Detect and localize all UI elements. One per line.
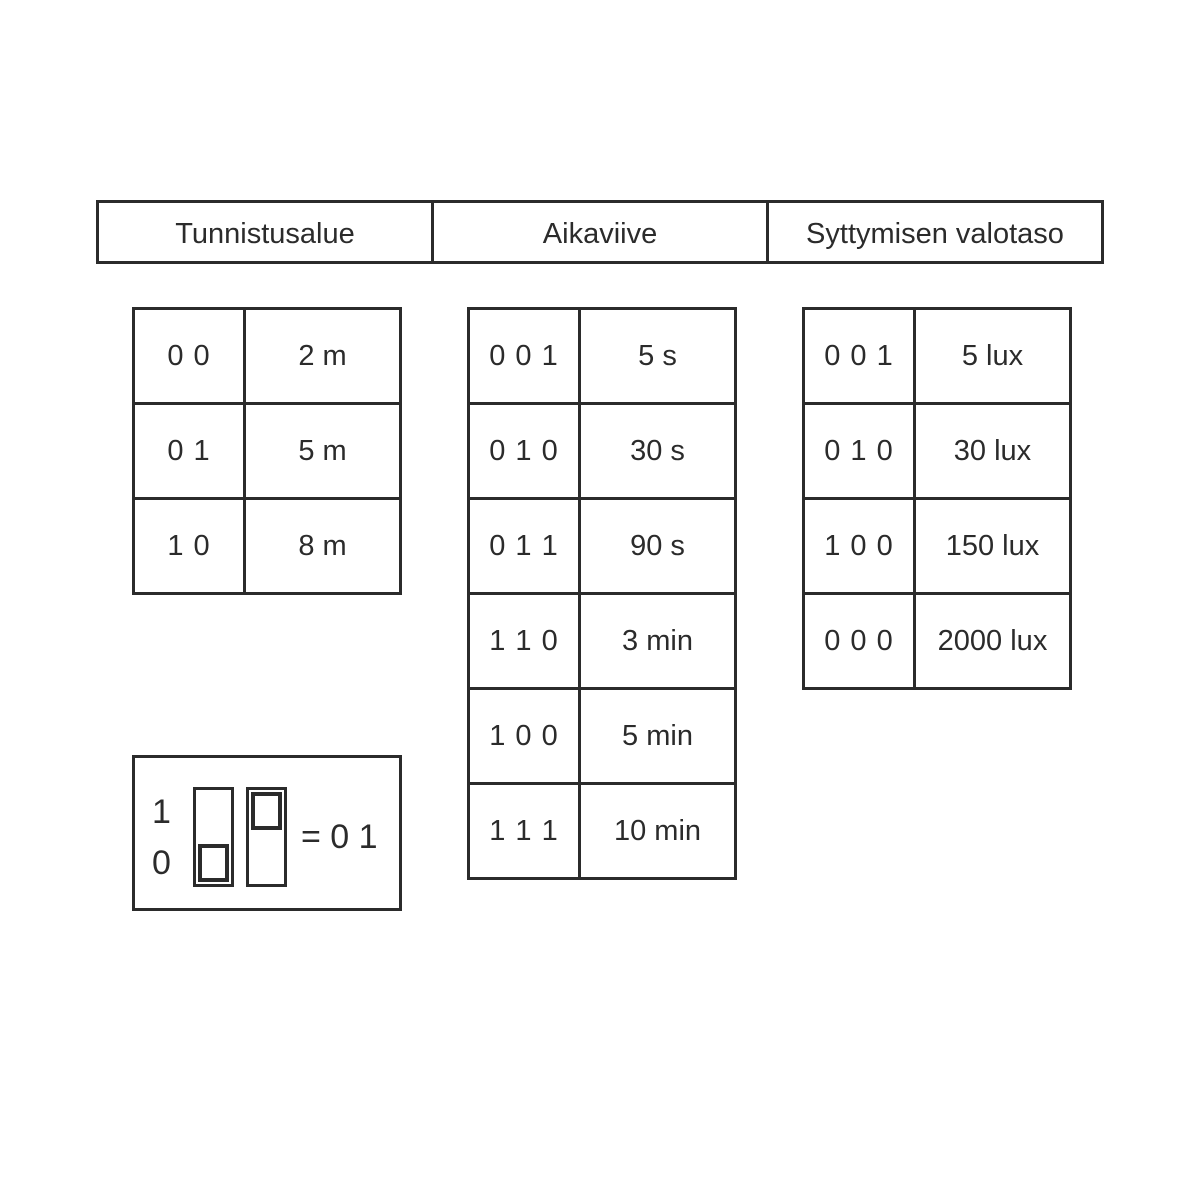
lux-code-cell: 1 0 0 — [804, 499, 915, 594]
delay-code-cell: 1 1 1 — [469, 784, 580, 879]
lux-code-cell: 0 0 1 — [804, 309, 915, 404]
delay-table — [467, 307, 737, 880]
table-row — [469, 499, 736, 594]
range-table — [132, 307, 402, 595]
header-lux-title: Syttymisen valotaso — [766, 203, 1101, 261]
delay-value-cell: 90 s — [580, 499, 736, 594]
legend-off-label: 0 — [152, 844, 171, 882]
table-row — [469, 689, 736, 784]
header-delay-title: Aikaviive — [431, 203, 766, 261]
delay-value-cell: 30 s — [580, 404, 736, 499]
dip-switch-knob-down — [198, 844, 229, 882]
lux-value-cell: 2000 lux — [915, 594, 1071, 689]
table-row — [469, 784, 736, 879]
header-bar — [96, 200, 1104, 264]
lux-value-cell: 150 lux — [915, 499, 1071, 594]
dip-switch-legend — [132, 755, 402, 911]
table-row — [134, 404, 401, 499]
header-range-title: Tunnistusalue — [175, 217, 355, 250]
range-code-cell: 0 0 — [134, 309, 245, 404]
table-row — [469, 594, 736, 689]
delay-value-cell: 10 min — [580, 784, 736, 879]
dip-switch-2 — [246, 787, 287, 887]
lux-code-cell: 0 0 0 — [804, 594, 915, 689]
lux-table — [802, 307, 1072, 690]
dip-switch-1 — [193, 787, 234, 887]
lux-value-cell: 30 lux — [915, 404, 1071, 499]
lux-code-cell: 0 1 0 — [804, 404, 915, 499]
legend-on-label: 1 — [152, 793, 171, 831]
delay-value-cell: 3 min — [580, 594, 736, 689]
table-row — [804, 499, 1071, 594]
delay-code-cell: 0 0 1 — [469, 309, 580, 404]
range-value-cell: 5 m — [245, 404, 401, 499]
delay-code-cell: 0 1 1 — [469, 499, 580, 594]
table-row — [134, 309, 401, 404]
table-row — [469, 404, 736, 499]
delay-code-cell: 1 0 0 — [469, 689, 580, 784]
delay-value-cell: 5 s — [580, 309, 736, 404]
table-row — [804, 594, 1071, 689]
table-row — [469, 309, 736, 404]
range-code-cell: 1 0 — [134, 499, 245, 594]
range-value-cell: 2 m — [245, 309, 401, 404]
table-row — [134, 499, 401, 594]
range-code-cell: 0 1 — [134, 404, 245, 499]
lux-value-cell: 5 lux — [915, 309, 1071, 404]
dip-switch-knob-up — [251, 792, 282, 830]
delay-code-cell: 0 1 0 — [469, 404, 580, 499]
delay-code-cell: 1 1 0 — [469, 594, 580, 689]
range-value-cell: 8 m — [245, 499, 401, 594]
table-row — [804, 404, 1071, 499]
delay-value-cell: 5 min — [580, 689, 736, 784]
table-row — [804, 309, 1071, 404]
legend-result: = 0 1 — [301, 818, 378, 856]
